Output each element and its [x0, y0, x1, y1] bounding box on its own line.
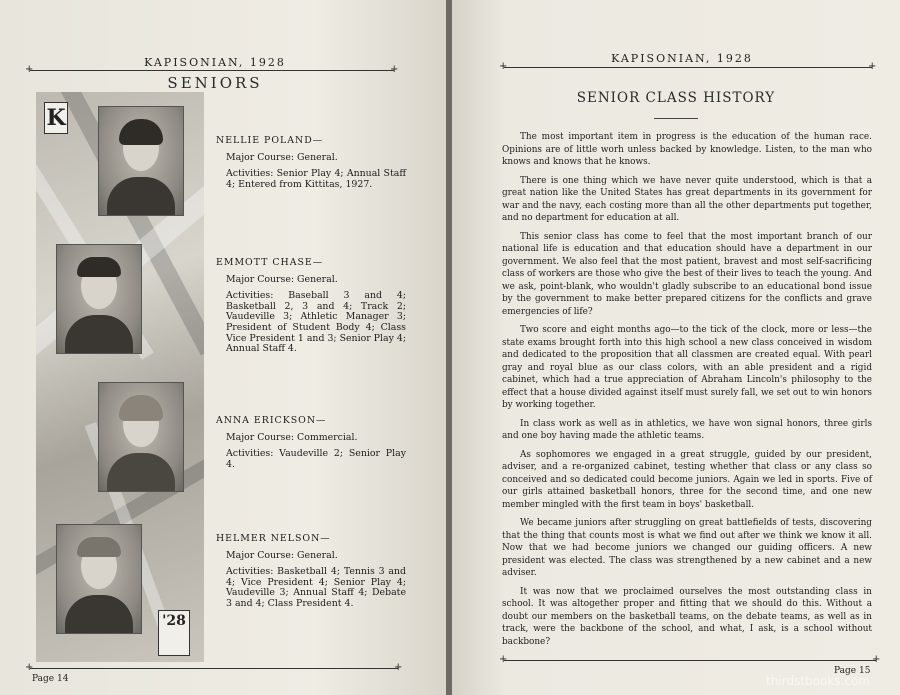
history-text — [502, 131, 872, 654]
history-title: SENIOR CLASS HISTORY — [576, 90, 776, 106]
senior-name: ANNA ERICKSON— — [216, 415, 327, 426]
left-page-number: Page 14 — [32, 674, 69, 684]
history-paragraph: It was now that we proclaimed ourselves the most outstanding class in school. It was altogether proper and fitting that we should do this. Without a doubt our members on the basketball teams, on the debate teams, as well as in track, were the backbone of the school, and what, I ask, is a school without backbone? — [502, 586, 872, 647]
right-rule-ornament-start: + — [499, 61, 508, 72]
senior-activities: Activities: Basketball 4; Tennis 3 and 4; Vice President 4; Senior Play 4; Vaudeville 3; Annual Staff 4; Debate 3 and 4; Class President 4. — [226, 566, 406, 609]
right-footer-ornament-start: + — [499, 654, 508, 665]
class-year-pennant: '28 — [158, 610, 190, 656]
left-rule-ornament-end: + — [390, 64, 399, 75]
history-paragraph: We became juniors after struggling on great battlefields of tests, discovering that the thing that counts most is what we find out after we think we know it all. Now that we had become juniors we changed our guiding officers. A new president was elected. The class was strengthened by a new cabinet and a new adviser. — [502, 518, 872, 578]
right-header-rule — [504, 67, 872, 68]
senior-entry — [216, 534, 406, 610]
watermark: thirdstbooks.com — [766, 674, 870, 688]
senior-major-course: Major Course: Commercial. — [226, 431, 358, 443]
history-paragraph: Two score and eight months ago—to the tick of the clock, more or less—the state exams brought forth into this high school a new class conceived in wisdom and dedicated to the proposition that all classmen are created equal. With pearl gray and royal blue as our class colors, with an able president and a rigid cabinet, which had a true appreciation of Abraham Lincoln's philosophy to the effect that a house divided against itself must surely fall, we set out to win honors by working together. — [502, 325, 872, 410]
right-footer-rule — [504, 660, 876, 661]
history-paragraph: In class work as well as in athletics, we have won signal honors, three girls and one boy having made the athletic teams. — [502, 418, 872, 441]
senior-activities: Activities: Baseball 3 and 4; Basketball 2, 3 and 4; Track 2; Vaudeville 3; Athletic Manager 3; President of Student Body 4; Class Vice President 1 and 3; Senior Play 4; Annual Staff 4. — [226, 290, 406, 355]
history-paragraph: The most important item in progress is the education of the human race. Opinions are of little worh unless backed by knowledge. Listen, to the man who knows and knows that he knows. — [502, 132, 872, 167]
portrait-anna-erickson — [98, 382, 184, 492]
left-page — [0, 0, 448, 695]
senior-name: HELMER NELSON— — [216, 533, 331, 544]
senior-name: NELLIE POLAND— — [216, 135, 324, 146]
kapisonian-k-logo: K — [44, 102, 68, 134]
history-paragraph: This senior class has come to feel that the most important branch of our national life is education and that education should have a department in our government. We also feel that the most patient, bravest and most self-sacrificing class of workers are those who give the best of their lives to teach the young. And we ask, point-blank, who wouldn't gladly subscribe to an educational bond issue by the government to make better prepared citizens for the conflicts and grave emergencies of life? — [502, 231, 872, 317]
history-paragraph: As sophomores we engaged in a great struggle, guided by our president, adviser, and a re-organized cabinet, testing whether that class or any class so conceived and so dedicated could become juniors. Again we led in sports. Five of our girls attained basketball honors, three for the second time, and one new member mingled with the first team in boys' basketball. — [502, 449, 872, 510]
senior-major-course: Major Course: General. — [226, 151, 338, 163]
title-underline — [654, 118, 698, 119]
history-paragraph: There is one thing which we have never quite understood, which is that a great nation like the United States has great departments in its government for war and the navy, each costing more than all the other departments put together, and no department for education at all. — [502, 175, 872, 223]
senior-major-course: Major Course: General. — [226, 273, 338, 285]
senior-activities: Activities: Senior Play 4; Annual Staff 4; Entered from Kittitas, 1927. — [226, 168, 406, 190]
right-page-number: Page 15 — [834, 666, 871, 676]
senior-entry — [216, 136, 406, 190]
right-footer-ornament-end: + — [872, 654, 881, 665]
senior-activities: Activities: Vaudeville 2; Senior Play 4. — [226, 448, 406, 470]
left-rule-ornament-start: + — [25, 64, 34, 75]
senior-entry — [216, 258, 406, 355]
section-title: SENIORS — [167, 74, 263, 92]
left-footer-rule — [30, 668, 398, 669]
senior-entry — [216, 416, 406, 470]
right-rule-ornament-end: + — [868, 61, 877, 72]
senior-major-course: Major Course: General. — [226, 549, 338, 561]
left-header-rule — [30, 70, 394, 71]
left-footer-ornament-end: + — [394, 662, 403, 673]
left-page-header: KAPISONIAN, 1928 — [144, 56, 286, 69]
art-deco-photo-panel — [36, 92, 204, 662]
portrait-nellie-poland — [98, 106, 184, 216]
portrait-helmer-nelson — [56, 524, 142, 634]
right-page-header: KAPISONIAN, 1928 — [611, 52, 753, 65]
portrait-emmott-chase — [56, 244, 142, 354]
left-footer-ornament-start: + — [25, 662, 34, 673]
senior-name: EMMOTT CHASE— — [216, 257, 324, 268]
